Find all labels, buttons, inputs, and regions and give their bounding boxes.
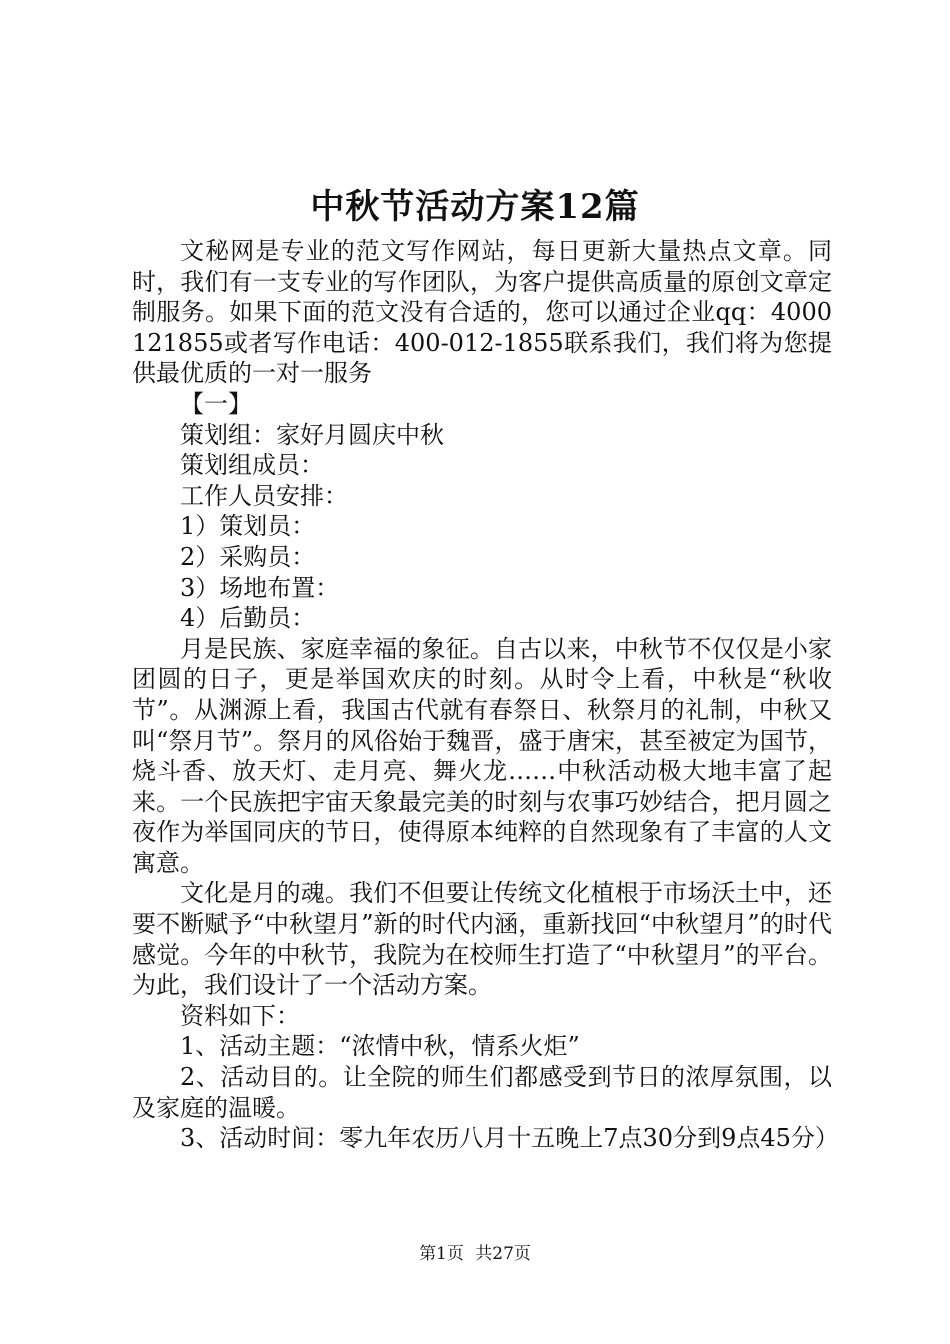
- section-label: 【一】: [180, 389, 252, 418]
- document-body: [132, 236, 839, 1154]
- document-title: 中秋节活动方案12篇: [310, 187, 640, 227]
- list-item: 资料如下：: [180, 1001, 300, 1030]
- intro-paragraph: 文秘网是专业的范文写作网站，每日更新大量热点文章。同时，我们有一支专业的写作团队，为客户提供高质量的原创文章定制服务。如果下面的范文没有合适的，您可以通过企业qq：4000121855或者写作电话：400-012-1855联系我们，我们将为您提供最优质的一对一服务: [132, 237, 832, 388]
- body-paragraph: 月是民族、家庭幸福的象征。自古以来，中秋节不仅仅是小家团圆的日子，更是举国欢庆的时刻。从时令上看，中秋是“秋收节”。从渊源上看，我国古代就有春祭日、秋祭月的礼制，中秋又叫“祭月节”。祭月的风俗始于魏晋，盛于唐宋，甚至被定为国节，烧斗香、放天灯、走月亮、舞火龙……中秋活动极大地丰富了起来。一个民族把宇宙天象最完美的时刻与农事巧妙结合，把月圆之夜作为举国同庆的节日，使得原本纯粹的自然现象有了丰富的人文寓意。: [132, 634, 832, 877]
- body-paragraph: 文化是月的魂。我们不但要让传统文化植根于市场沃土中，还要不断赋予“中秋望月”新的时代内涵，重新找回“中秋望月”的时代感觉。今年的中秋节，我院为在校师生打造了“中秋望月”的平台。为此，我们设计了一个活动方案。: [132, 879, 832, 1000]
- text-line: 2）采购员：: [180, 542, 316, 571]
- page-number: 第1页: [419, 1244, 464, 1264]
- text-line: 3）场地布置：: [180, 573, 340, 602]
- list-item: 3、活动时间：零九年农历八月十五晚上7点30分到9点45分）: [180, 1124, 839, 1153]
- list-item: 2、活动目的。让全院的师生们都感受到节日的浓厚氛围，以及家庭的温暖。: [132, 1063, 832, 1122]
- page-footer: [0, 1242, 950, 1266]
- text-line: 1）策划员：: [180, 512, 316, 541]
- page-total: 共27页: [475, 1244, 531, 1264]
- text-line: 策划组成员：: [180, 451, 324, 480]
- text-line: 工作人员安排：: [180, 481, 348, 510]
- text-line: 策划组：家好月圆庆中秋: [180, 420, 444, 449]
- text-line: 4）后勤员：: [180, 604, 316, 633]
- list-item: 1、活动主题：“浓情中秋，情系火炬”: [180, 1032, 580, 1061]
